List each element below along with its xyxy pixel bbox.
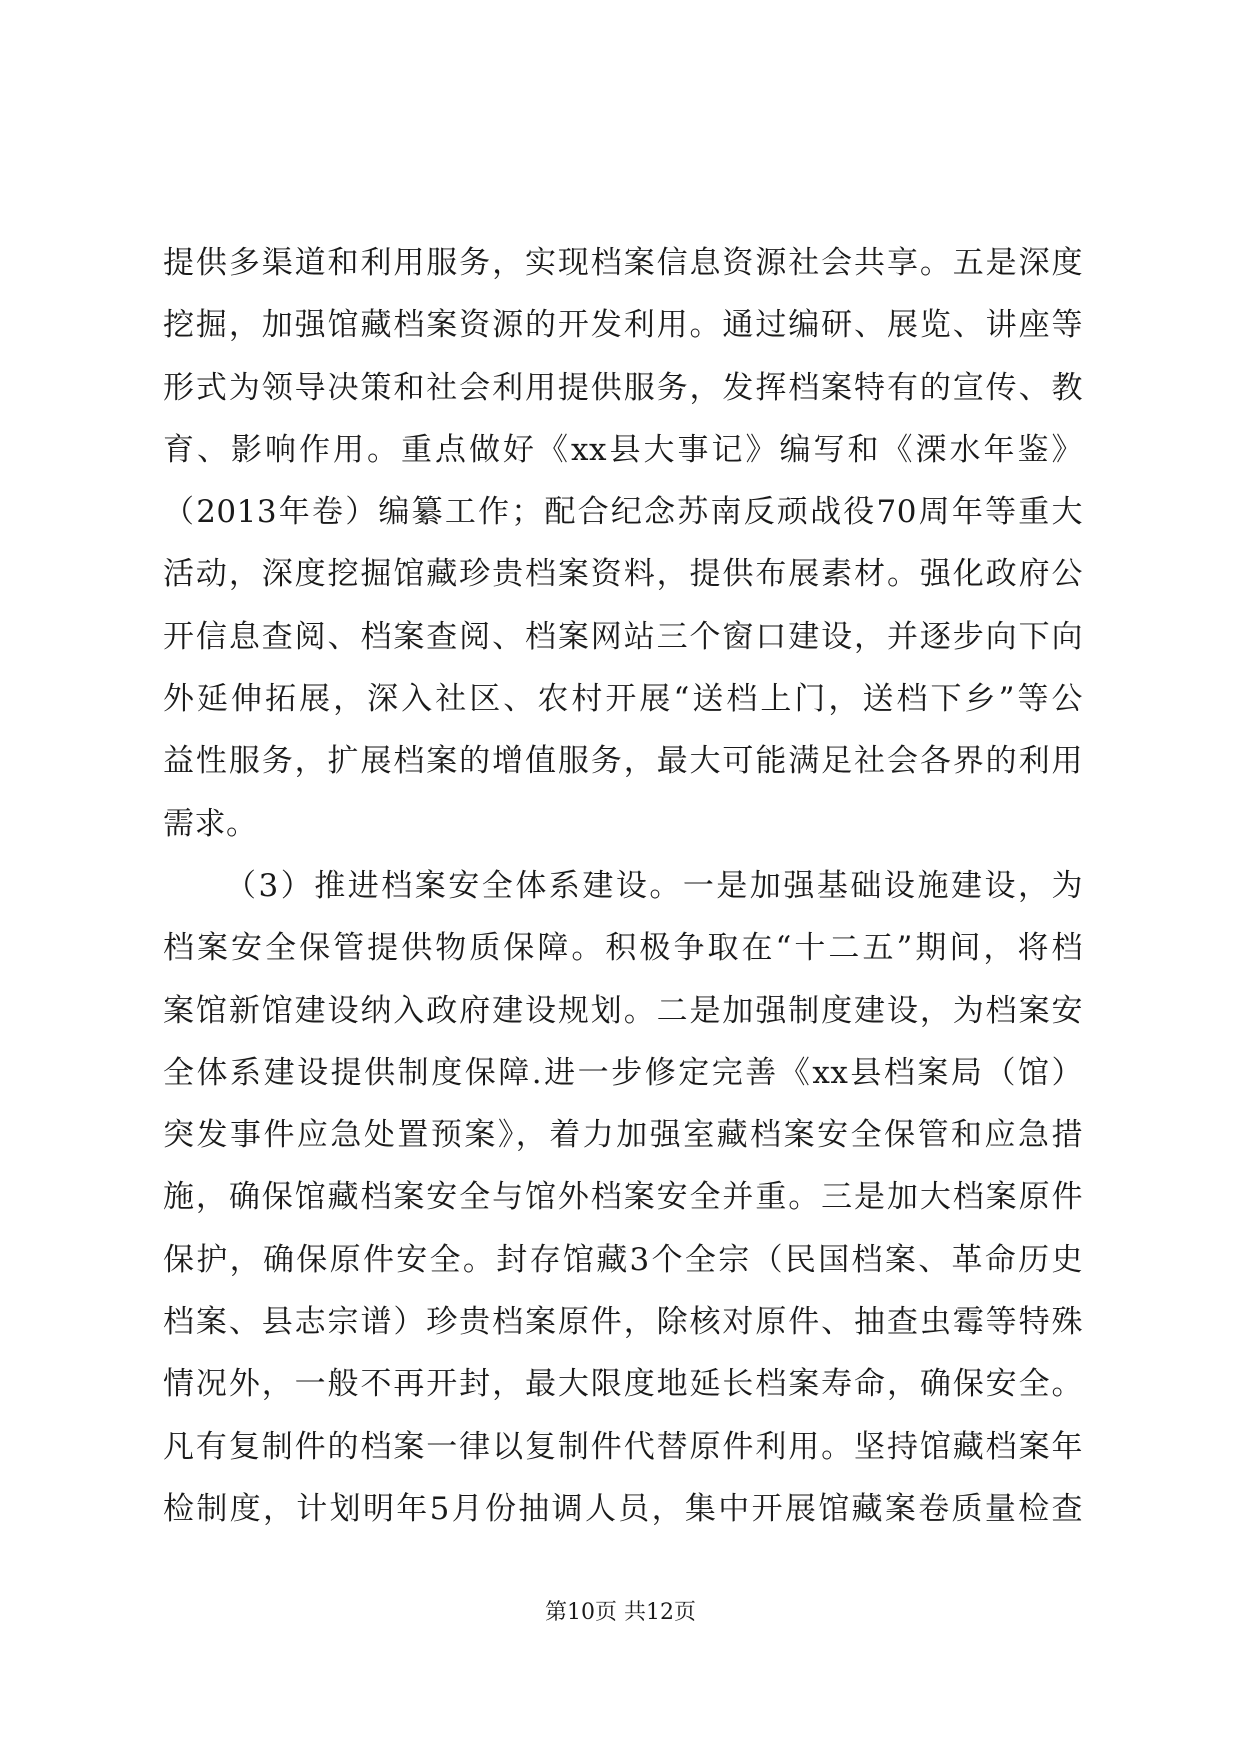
paragraph-2-line-2: 档案安全保管提供物质保障。积极争取在“十二五”期间，将档 [163, 930, 1083, 967]
paragraph-1-line-10: 需求。 [163, 805, 258, 842]
paragraph-2-line-5: 突发事件应急处置预案》，着力加强室藏档案安全保管和应急措 [163, 1117, 1083, 1154]
paragraph-1-line-7: 开信息查阅、档案查阅、档案网站三个窗口建设，并逐步向下向 [163, 618, 1083, 655]
paragraph-2-line-4: 全体系建设提供制度保障.进一步修定完善《xx县档案局（馆） [163, 1054, 1083, 1091]
paragraph-1-line-4: 育、影响作用。重点做好《xx县大事记》编写和《溧水年鉴》 [163, 431, 1083, 468]
paragraph-1-line-3: 形式为领导决策和社会利用提供服务，发挥档案特有的宣传、教 [163, 369, 1083, 406]
document-body [163, 232, 1083, 1540]
paragraph-1-line-5: （2013年卷）编纂工作；配合纪念苏南反顽战役70周年等重大 [163, 494, 1083, 531]
paragraph-2-line-6: 施，确保馆藏档案安全与馆外档案安全并重。三是加大档案原件 [163, 1179, 1083, 1216]
paragraph-1-line-1: 提供多渠道和利用服务，实现档案信息资源社会共享。五是深度 [163, 245, 1083, 281]
paragraph-1-line-9: 益性服务，扩展档案的增值服务，最大可能满足社会各界的利用 [163, 743, 1083, 780]
paragraph-2-line-11: 检制度，计划明年5月份抽调人员，集中开展馆藏案卷质量检查 [163, 1490, 1083, 1527]
paragraph-1-line-6: 活动，深度挖掘馆藏珍贵档案资料，提供布展素材。强化政府公 [163, 556, 1083, 593]
paragraph-1-line-2: 挖掘，加强馆藏档案资源的开发利用。通过编研、展览、讲座等 [163, 307, 1083, 344]
paragraph-2-line-9: 情况外，一般不再开封，最大限度地延长档案寿命，确保安全。 [163, 1366, 1083, 1403]
paragraph-1-line-8: 外延伸拓展，深入社区、农村开展“送档上门，送档下乡”等公 [163, 681, 1083, 718]
paragraph-2-line-10: 凡有复制件的档案一律以复制件代替原件利用。坚持馆藏档案年 [163, 1428, 1083, 1465]
paragraph-2-line-8: 档案、县志宗谱）珍贵档案原件，除核对原件、抽查虫霉等特殊 [163, 1304, 1083, 1341]
paragraph-2-line-7: 保护，确保原件安全。封存馆藏3个全宗（民国档案、革命历史 [163, 1241, 1083, 1278]
paragraph-2-line-1: （3）推进档案安全体系建设。一是加强基础设施建设，为 [225, 867, 1083, 904]
page-number-footer: 第10页 共12页 [545, 1600, 696, 1625]
paragraph-2-line-3: 案馆新馆建设纳入政府建设规划。二是加强制度建设，为档案安 [163, 992, 1083, 1029]
